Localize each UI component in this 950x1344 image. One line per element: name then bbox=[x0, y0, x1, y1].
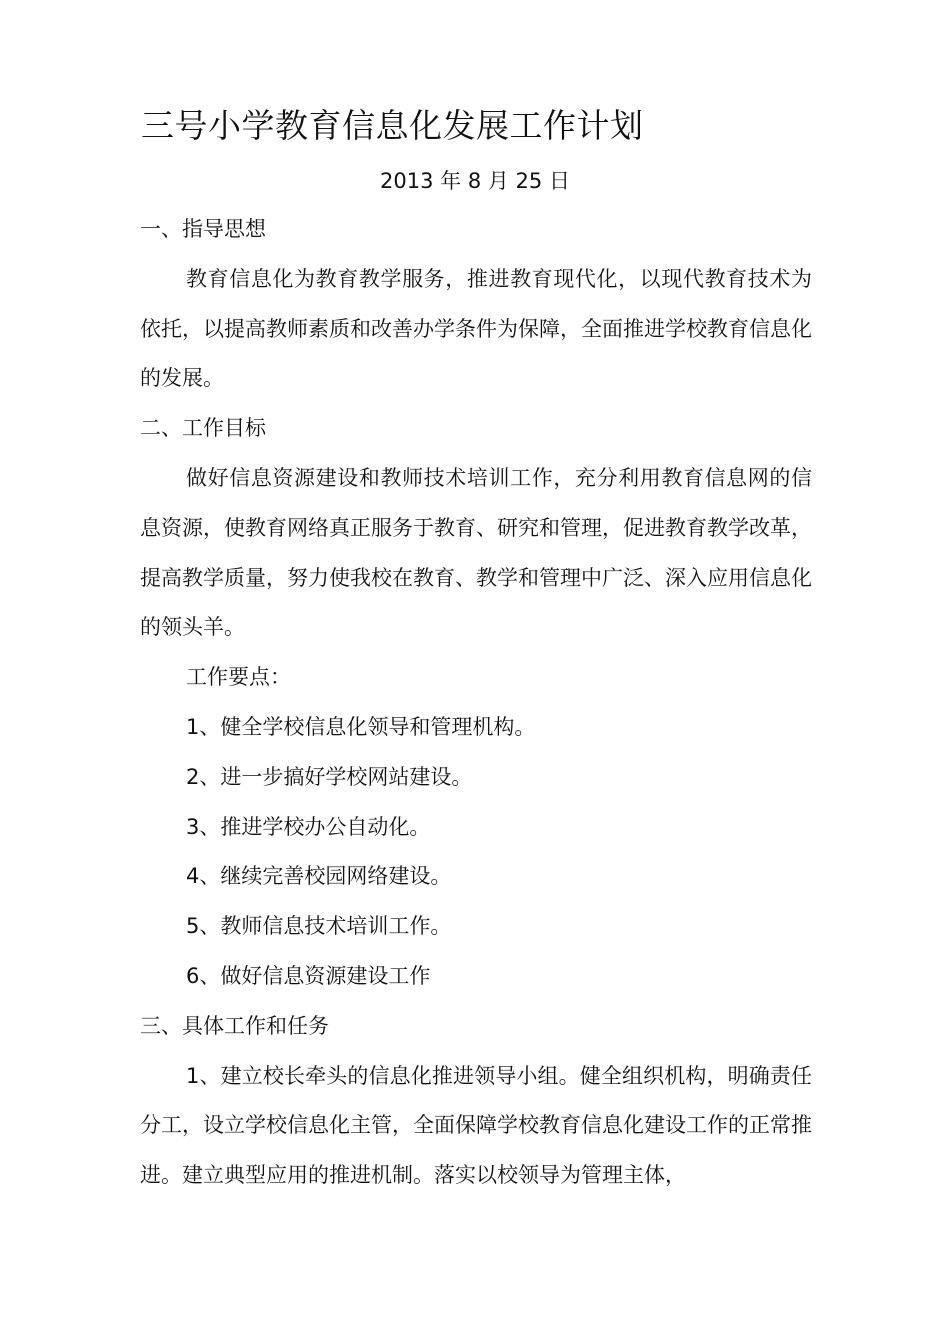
work-point-item: 3、推进学校办公自动化。 bbox=[186, 814, 431, 839]
section-heading-specific-tasks: 三、具体工作和任务 bbox=[140, 1013, 329, 1038]
work-point-item: 2、进一步搞好学校网站建设。 bbox=[186, 764, 473, 789]
section-paragraph-work-goals: 做好信息资源建设和教师技术培训工作，充分利用教育信息网的信息资源，使教育网络真正服务于教育、研究和管理，促进教育教学改革，提高教学质量，努力使我校在教育、教学和管理中广泛、深入应用信息化的领头羊。 bbox=[140, 465, 812, 640]
work-points-label: 工作要点： bbox=[186, 665, 291, 690]
document-body bbox=[140, 205, 812, 1201]
work-point-item: 5、教师信息技术培训工作。 bbox=[186, 914, 452, 939]
document-title: 三号小学教育信息化发展工作计划 bbox=[141, 106, 644, 145]
section-heading-work-goals: 二、工作目标 bbox=[140, 416, 266, 441]
work-point-item: 6、做好信息资源建设工作 bbox=[186, 963, 431, 988]
document-date: 2013 年 8 月 25 日 bbox=[380, 169, 570, 193]
section-paragraph-specific-tasks: 1、建立校长牵头的信息化推进领导小组。健全组织机构，明确责任分工，设立学校信息化主管，全面保障学校教育信息化建设工作的正常推进。建立典型应用的推进机制。落实以校领导为管理主体， bbox=[140, 1063, 812, 1188]
section-paragraph-guiding-thought: 教育信息化为教育教学服务，推进教育现代化，以现代教育技术为依托，以提高教师素质和改善办学条件为保障，全面推进学校教育信息化的发展。 bbox=[140, 266, 812, 391]
work-point-item: 4、继续完善校园网络建设。 bbox=[186, 864, 452, 889]
work-point-item: 1、健全学校信息化领导和管理机构。 bbox=[186, 714, 536, 739]
section-heading-guiding-thought: 一、指导思想 bbox=[140, 217, 266, 241]
